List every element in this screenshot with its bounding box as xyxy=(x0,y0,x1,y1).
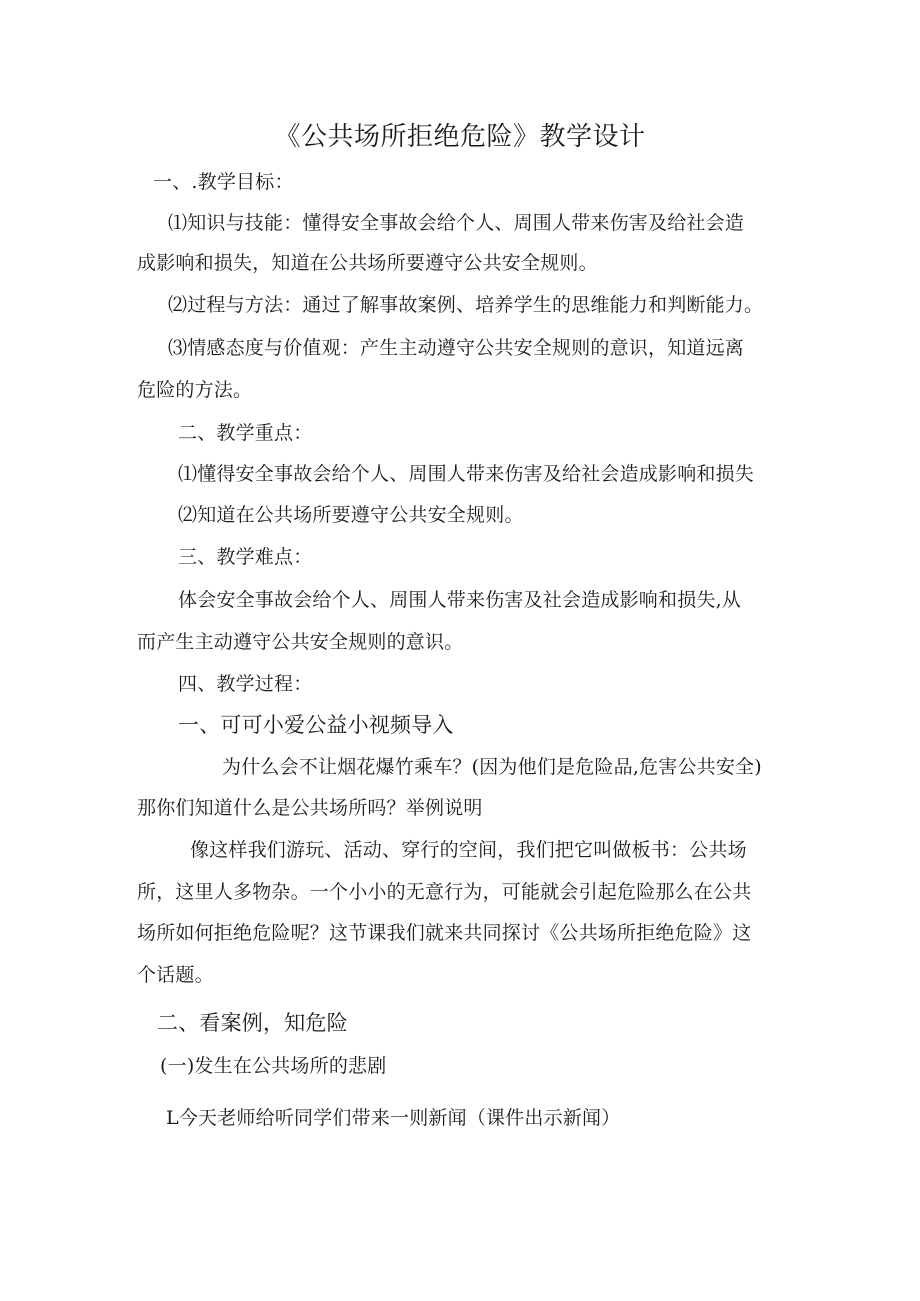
paragraph-line: ⑴懂得安全事故会给个人、周围人带来伤害及给社会造成影响和损失 xyxy=(178,463,755,485)
paragraph-line: 那你们知道什么是公共场所吗？举例说明 xyxy=(137,797,483,819)
paragraph-line: 危险的方法。 xyxy=(137,379,253,401)
paragraph-line: 像这样我们游玩、活动、穿行的空间，我们把它叫做板书：公共场 xyxy=(190,839,747,861)
section-heading-process: 四、教学过程： xyxy=(178,673,313,695)
paragraph-line: (一)发生在公共场所的悲剧 xyxy=(160,1055,387,1077)
section-heading-objectives: 一、.教学目标： xyxy=(153,171,294,193)
paragraph-line: 场所如何拒绝危险呢？这节课我们就来共同探讨《公共场所拒绝危险》这 xyxy=(137,922,752,944)
section-heading-difficulties: 三、教学难点： xyxy=(178,546,313,568)
paragraph-line: ⑵过程与方法：通过了解事故案例、培养学生的思维能力和判断能力。 xyxy=(168,294,764,316)
document-title: 《公共场所拒绝危险》教学设计 xyxy=(274,122,646,152)
paragraph-line: ⑴知识与技能：懂得安全事故会给个人、周围人带来伤害及给社会造 xyxy=(168,212,745,234)
paragraph-line: 成影响和损失，知道在公共场所要遵守公共安全规则。 xyxy=(137,252,598,274)
paragraph-line: 所，这里人多物杂。一个小小的无意行为，可能就会引起危险那么在公共 xyxy=(137,881,752,903)
paragraph-line: 个话题。 xyxy=(137,964,214,986)
paragraph-line: 为什么会不让烟花爆竹乘车？(因为他们是危险品,危害公共安全) xyxy=(222,756,762,778)
paragraph-line: ⑵知道在公共场所要遵守公共安全规则。 xyxy=(178,504,524,526)
paragraph-line: 而产生主动遵守公共安全规则的意识。 xyxy=(137,631,464,653)
paragraph-line: ⑶情感态度与价值观：产生主动遵守公共安全规则的意识，知道远离 xyxy=(168,337,745,359)
paragraph-line: 体会安全事故会给个人、周围人带来伤害及社会造成影响和损失,从 xyxy=(178,589,742,611)
paragraph-line: L今天老师给听同学们带来一则新闻（课件出示新闻） xyxy=(166,1107,621,1129)
subsection-heading: 二、看案例，知危险 xyxy=(157,1011,348,1035)
section-heading-key-points: 二、教学重点： xyxy=(178,422,313,444)
subsection-heading: 一、可可小爱公益小视频导入 xyxy=(178,713,454,737)
